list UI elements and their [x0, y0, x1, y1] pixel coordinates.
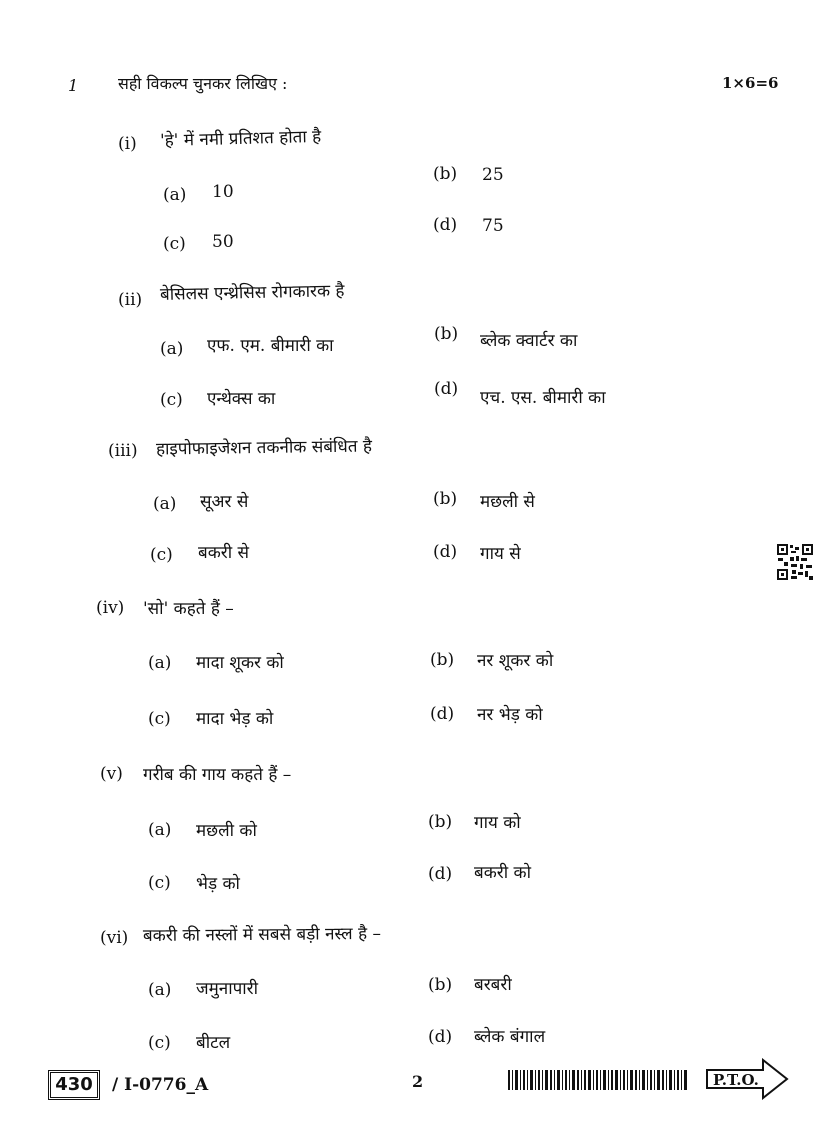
- question-4-number: (iv): [96, 598, 125, 618]
- q5-option-a-text: मछली को: [196, 821, 257, 841]
- q2-option-a-label: (a): [160, 339, 184, 359]
- q1-option-b-label: (b): [433, 164, 458, 184]
- q4-option-c-text: मादा भेड़ को: [196, 709, 274, 729]
- q3-option-b-text: मछली से: [480, 492, 535, 512]
- q5-option-d-text: बकरी को: [474, 863, 531, 883]
- q3-option-b-label: (b): [433, 489, 458, 509]
- instruction-text: सही विकल्प चुनकर लिखिए :: [118, 74, 288, 93]
- q5-option-c-text: भेड़ को: [196, 874, 240, 894]
- q6-option-b-text: बरबरी: [474, 975, 512, 995]
- question-2-number: (ii): [118, 290, 143, 310]
- question-6-number: (vi): [100, 928, 129, 948]
- q4-option-d-label: (d): [430, 704, 455, 724]
- q4-option-b-label: (b): [430, 650, 455, 670]
- q3-option-a-label: (a): [153, 494, 177, 514]
- q1-option-a-text: 10: [212, 182, 234, 202]
- barcode-icon: [508, 1070, 688, 1090]
- question-5-text: गरीब की गाय कहते हैं –: [143, 765, 292, 785]
- q5-option-b-label: (b): [428, 812, 453, 832]
- q2-option-c-text: एन्थेक्स का: [207, 389, 276, 409]
- paper-number-box: 430: [48, 1070, 100, 1100]
- q4-option-a-text: मादा शूकर को: [196, 653, 284, 673]
- q1-option-d-text: 75: [482, 216, 504, 236]
- q3-option-c-label: (c): [150, 545, 173, 565]
- q3-option-c-text: बकरी से: [198, 543, 250, 563]
- q2-option-b-text: ब्लेक क्वार्टर का: [480, 331, 578, 351]
- q6-option-a-text: जमुनापारी: [196, 979, 259, 999]
- question-6-text: बकरी की नस्लों में सबसे बड़ी नस्ल है –: [142, 923, 382, 947]
- q1-option-d-label: (d): [433, 215, 458, 235]
- question-3-text: हाइपोफाइजेशन तकनीक संबंधित है: [155, 436, 373, 460]
- q6-option-a-label: (a): [148, 980, 172, 1000]
- q6-option-c-text: बीटल: [196, 1033, 231, 1053]
- pto-label: P.T.O.: [713, 1071, 759, 1089]
- question-1-number: (i): [118, 134, 137, 154]
- q1-option-c-label: (c): [163, 234, 186, 254]
- q2-option-c-label: (c): [160, 390, 183, 410]
- q1-option-a-label: (a): [163, 185, 187, 205]
- question-2-text: बेसिलस एन्थ्रेसिस रोगकारक है: [159, 281, 345, 305]
- marks-label: 1×6=6: [722, 74, 779, 92]
- page-number: 2: [412, 1072, 424, 1091]
- q1-option-b-text: 25: [482, 165, 504, 185]
- q4-option-a-label: (a): [148, 653, 172, 673]
- pto-arrow: [705, 1058, 789, 1100]
- q3-option-d-text: गाय से: [480, 544, 521, 564]
- paper-code: / I-0776_A: [112, 1075, 209, 1095]
- q2-option-d-text: एच. एस. बीमारी का: [480, 388, 606, 408]
- q5-option-c-label: (c): [148, 873, 171, 893]
- q3-option-a-text: सूअर से: [200, 492, 249, 512]
- q2-option-a-text: एफ. एम. बीमारी का: [207, 336, 334, 356]
- q1-option-c-text: 50: [212, 232, 234, 252]
- q4-option-c-label: (c): [148, 709, 171, 729]
- q4-option-b-text: नर शूकर को: [477, 651, 554, 671]
- qr-code-icon: [776, 543, 814, 581]
- q6-option-c-label: (c): [148, 1033, 171, 1053]
- q6-option-d-text: ब्लेक बंगाल: [474, 1027, 546, 1047]
- question-5-number: (v): [100, 764, 123, 784]
- q6-option-b-label: (b): [428, 975, 453, 995]
- q2-option-b-label: (b): [434, 324, 459, 344]
- q3-option-d-label: (d): [433, 542, 458, 562]
- question-marker: 1: [68, 76, 79, 95]
- question-3-number: (iii): [108, 441, 138, 461]
- question-1-text: 'हे' में नमी प्रतिशत होता है: [159, 126, 322, 152]
- q5-option-d-label: (d): [428, 864, 453, 884]
- q4-option-d-text: नर भेड़ को: [477, 705, 543, 725]
- q6-option-d-label: (d): [428, 1027, 453, 1047]
- q5-option-a-label: (a): [148, 820, 172, 840]
- q5-option-b-text: गाय को: [474, 813, 521, 833]
- q2-option-d-label: (d): [434, 379, 459, 399]
- question-4-text: 'सो' कहते हैं –: [143, 599, 234, 619]
